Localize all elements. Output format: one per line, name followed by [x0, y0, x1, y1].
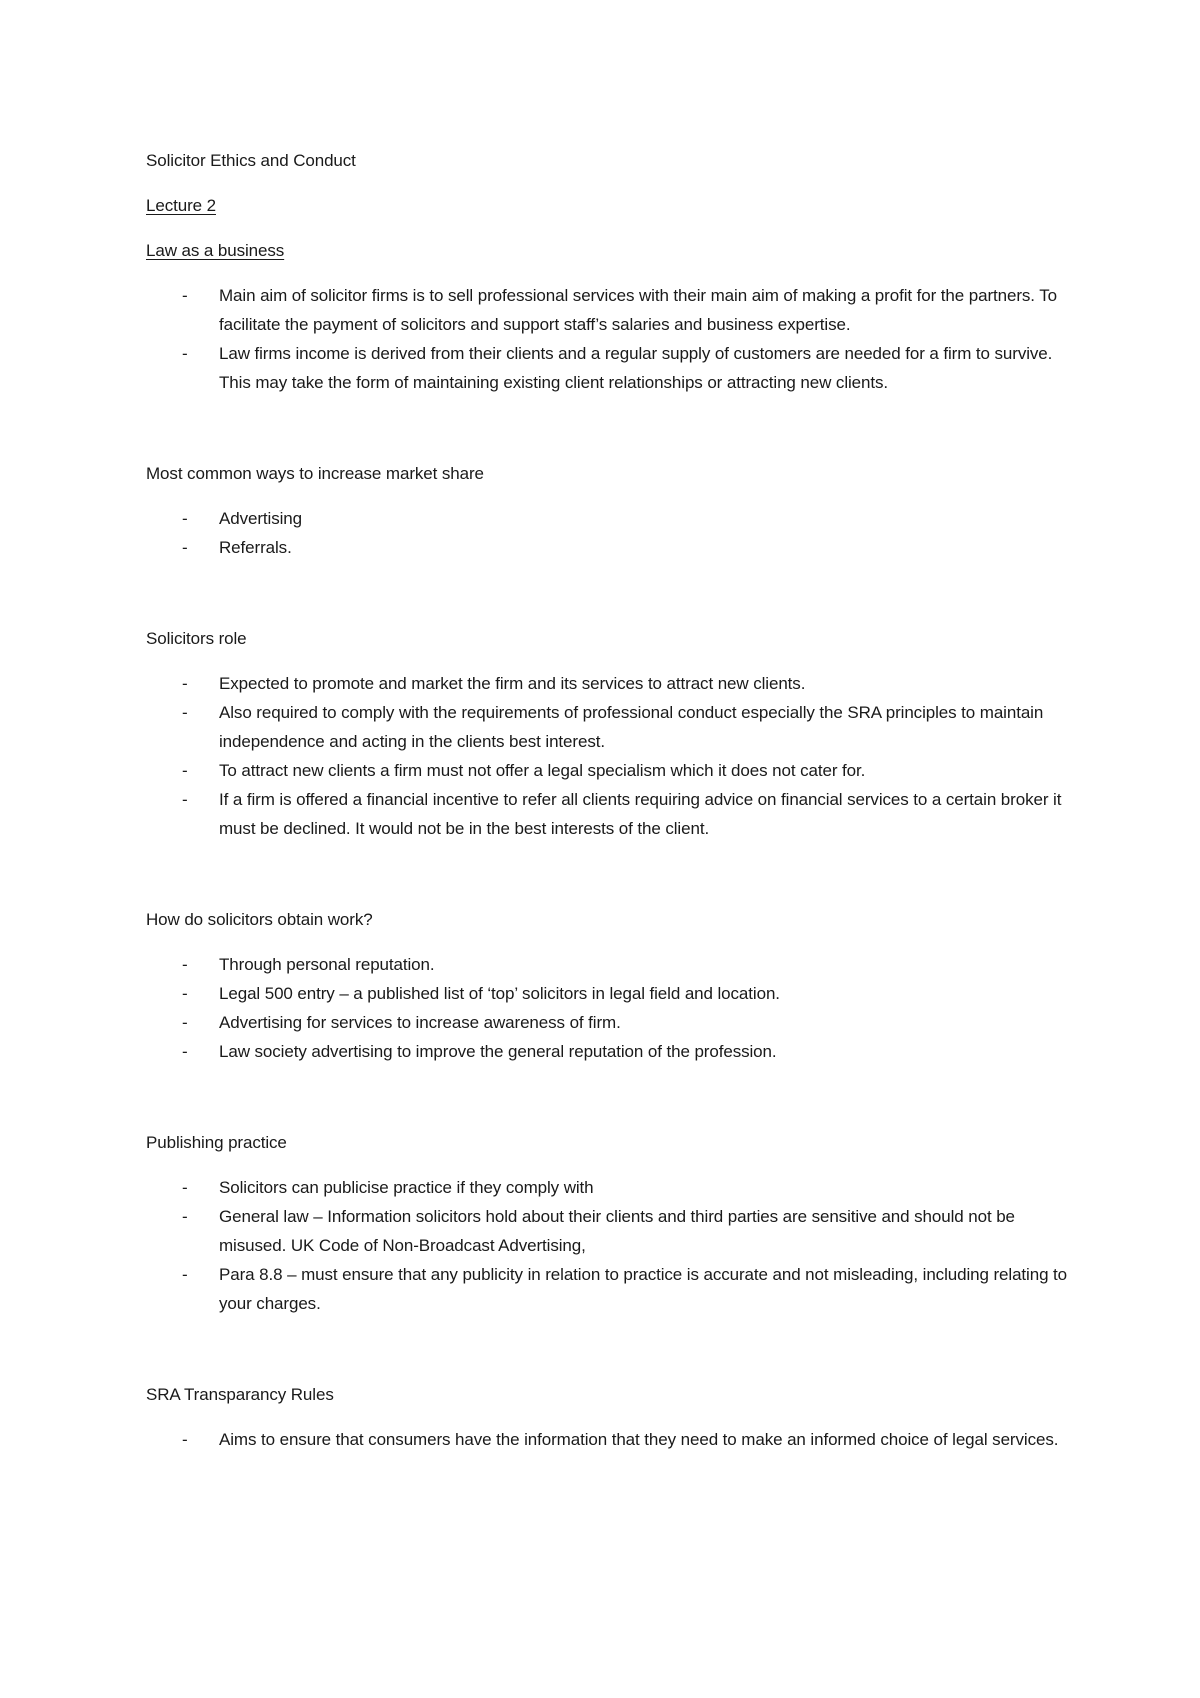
section [146, 1128, 1076, 1318]
section-heading: Law as a business [146, 241, 285, 260]
list-item [146, 1260, 1076, 1318]
list-item [146, 339, 1076, 397]
list-item-text: Para 8.8 – must ensure that any publicity in relation to practice is accurate and not misleading, including relating to your charges. [219, 1265, 1068, 1313]
list-item-text: Aims to ensure that consumers have the information that they need to make an informed choice of legal services. [219, 1430, 1059, 1449]
dash-bullet-marker: - [182, 1207, 188, 1226]
section [146, 905, 1076, 1066]
dash-bullet-marker: - [182, 1265, 188, 1284]
section-heading: Most common ways to increase market share [146, 464, 484, 483]
list-item-text: Law firms income is derived from their clients and a regular supply of customers are needed for a firm to survive. This may take the form of maintaining existing client relationships or attracting new clients. [219, 344, 1053, 392]
list-item-text: Expected to promote and market the firm and its services to attract new clients. [219, 674, 806, 693]
dash-bullet-marker: - [182, 761, 188, 780]
bullet-list [146, 281, 1076, 397]
document-body [146, 146, 1076, 1454]
bullet-list [146, 950, 1076, 1066]
bullet-list [146, 1173, 1076, 1318]
list-item-text: Also required to comply with the requirements of professional conduct especially the SRA principles to maintain independence and acting in the clients best interest. [219, 703, 1044, 751]
section-heading: Publishing practice [146, 1133, 287, 1152]
dash-bullet-marker: - [182, 1042, 188, 1061]
dash-bullet-marker: - [182, 509, 188, 528]
section [146, 624, 1076, 843]
bullet-list [146, 1425, 1076, 1454]
list-item [146, 950, 1076, 979]
dash-bullet-marker: - [182, 703, 188, 722]
list-item [146, 785, 1076, 843]
section [146, 1380, 1076, 1454]
list-item [146, 1037, 1076, 1066]
list-item-text: Main aim of solicitor firms is to sell professional services with their main aim of making a profit for the partners. To facilitate the payment of solicitors and support staff’s salaries and business expertise. [219, 286, 1058, 334]
list-item-text: General law – Information solicitors hold about their clients and third parties are sensitive and should not be misused. UK Code of Non-Broadcast Advertising, [219, 1207, 1015, 1255]
dash-bullet-marker: - [182, 538, 188, 557]
lecture-label: Lecture 2 [146, 196, 216, 215]
list-item [146, 1425, 1076, 1454]
dash-bullet-marker: - [182, 1430, 188, 1449]
list-item [146, 533, 1076, 562]
dash-bullet-marker: - [182, 984, 188, 1003]
section-heading: SRA Transparancy Rules [146, 1385, 334, 1404]
dash-bullet-marker: - [182, 286, 188, 305]
list-item-text: If a firm is offered a financial incentive to refer all clients requiring advice on financial services to a certain broker it must be declined. It would not be in the best interests of the client. [219, 790, 1062, 838]
list-item [146, 979, 1076, 1008]
list-item [146, 1173, 1076, 1202]
dash-bullet-marker: - [182, 674, 188, 693]
list-item [146, 281, 1076, 339]
list-item [146, 698, 1076, 756]
list-item [146, 756, 1076, 785]
list-item-text: Referrals. [219, 538, 292, 557]
section-heading: Solicitors role [146, 629, 247, 648]
bullet-list [146, 504, 1076, 562]
document-title: Solicitor Ethics and Conduct [146, 151, 356, 170]
sections-container [146, 236, 1076, 1454]
dash-bullet-marker: - [182, 1013, 188, 1032]
dash-bullet-marker: - [182, 955, 188, 974]
list-item-text: Advertising [219, 509, 302, 528]
list-item-text: Legal 500 entry – a published list of ‘top’ solicitors in legal field and location. [219, 984, 780, 1003]
list-item-text: Through personal reputation. [219, 955, 435, 974]
list-item-text: Law society advertising to improve the general reputation of the profession. [219, 1042, 777, 1061]
bullet-list [146, 669, 1076, 843]
list-item-text: Solicitors can publicise practice if they comply with [219, 1178, 594, 1197]
section-heading: How do solicitors obtain work? [146, 910, 373, 929]
section [146, 236, 1076, 397]
section [146, 459, 1076, 562]
list-item [146, 504, 1076, 533]
dash-bullet-marker: - [182, 344, 188, 363]
list-item-text: Advertising for services to increase awareness of firm. [219, 1013, 621, 1032]
list-item [146, 669, 1076, 698]
list-item-text: To attract new clients a firm must not offer a legal specialism which it does not cater for. [219, 761, 866, 780]
list-item [146, 1202, 1076, 1260]
dash-bullet-marker: - [182, 790, 188, 809]
list-item [146, 1008, 1076, 1037]
dash-bullet-marker: - [182, 1178, 188, 1197]
